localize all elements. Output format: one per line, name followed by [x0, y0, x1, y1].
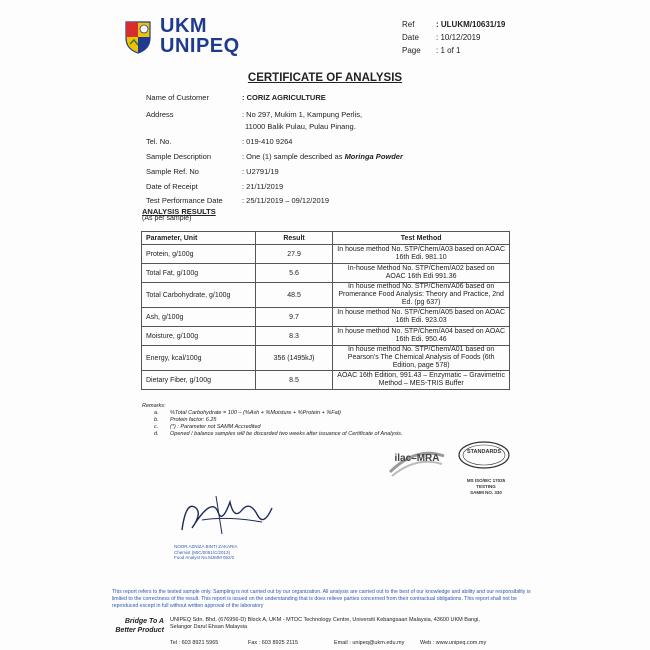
- receipt-label: Date of Receipt: [146, 182, 198, 191]
- description-label: Sample Description: [146, 152, 212, 161]
- row-parameter: Dietary Fiber, g/100g: [142, 371, 256, 390]
- row-method: In house method No. STP/Chem/A06 based on Promerance Food Analysis: Theory and Practice, 2nd Ed. (pg 637): [333, 283, 510, 308]
- samm-no-line: SAMM NO. 330: [470, 490, 502, 495]
- sample-ref-label: Sample Ref. No: [146, 167, 199, 176]
- results-table: [141, 231, 510, 390]
- date-value: : 10/12/2019: [436, 33, 481, 42]
- analysis-results-heading: ANALYSIS RESULTS: [142, 207, 216, 216]
- page-value: : 1 of 1: [436, 46, 461, 55]
- table-row: [142, 327, 510, 346]
- customer-value: : CORIZ AGRICULTURE: [242, 93, 326, 102]
- address-line2: 11000 Balik Pulau, Pulau Pinang.: [245, 122, 356, 131]
- remarks: [142, 403, 402, 438]
- header-method: Test Method: [333, 232, 510, 245]
- ms-iso-block: [452, 478, 520, 496]
- header-result: Result: [255, 232, 333, 245]
- address-line-1: UNIPEQ Sdn. Bhd. (676956-D) Block A, UKM - MTDC Technology Centre, Universiti Kebangsaan Malaysia, 43600 UKM Bangi,: [170, 617, 480, 623]
- contact-line: [170, 640, 486, 646]
- footer-email: Email : unipeq@ukm.edu.my: [334, 640, 405, 646]
- sample-name: Moringa Powder: [344, 152, 403, 161]
- address-label: Address: [146, 110, 174, 119]
- ref-value: : ULUKM/10631/19: [436, 20, 506, 29]
- standards-text: STANDARDS: [466, 449, 502, 455]
- row-method: In house method No. STP/Chem/A05 based on AOAC 16th Edi. 923.03: [333, 308, 510, 327]
- table-header-row: [142, 232, 510, 245]
- row-parameter: Ash, g/100g: [142, 308, 256, 327]
- ilac-mra-logo: [386, 442, 448, 482]
- tel-value: : 019-410 9264: [242, 137, 293, 146]
- row-result: 27.9: [255, 245, 333, 264]
- remark-text: Protein factor: 6.25: [170, 417, 217, 423]
- company-address: [170, 617, 480, 631]
- date-label: Date: [402, 33, 419, 42]
- signatory-block: [174, 544, 238, 561]
- row-method: In house method No. STP/Chem/A01 based on Pearson's The Chemical Analysis of Foods (6th Edition, page 578): [333, 346, 510, 371]
- standards-malaysia-mark: [457, 440, 511, 470]
- tagline-line1: Bridge To A: [124, 618, 164, 625]
- remark-text: %Total Carbohydrate = 100 – (%Ash + %Moisture + %Protein + %Fat): [170, 410, 341, 416]
- remarks-heading: Remarks:: [142, 403, 166, 409]
- standards-badge-icon: [457, 440, 511, 470]
- remark-label: d.: [154, 431, 159, 437]
- page-title: CERTIFICATE OF ANALYSIS: [247, 72, 403, 84]
- ukm-crest-icon: [124, 18, 152, 54]
- row-method: In-house Method No. STP/Chem/A02 based on AOAC 16th Edi 991.36: [333, 264, 510, 283]
- tagline-line2: Better Product: [115, 627, 164, 634]
- logo-text-ukm: UKM: [160, 15, 208, 37]
- analysis-results-note: (As per sample): [142, 215, 192, 222]
- signatory-name: NOOR AZNIZA BINTI ZAKARIA: [174, 544, 238, 549]
- row-result: 8.3: [255, 327, 333, 346]
- logo-text-unipeq: UNIPEQ: [160, 35, 240, 57]
- footer-web: Web : www.unipeq.com.my: [420, 640, 487, 646]
- description-value: : One (1) sample described as: [242, 152, 343, 161]
- address-line-2: Selangor Darul Ehsan Malaysia: [170, 624, 248, 630]
- table-row: [142, 371, 510, 390]
- tagline: [108, 617, 164, 635]
- row-parameter: Protein, g/100g: [142, 245, 256, 264]
- signatory-license: Food Analyst No.MJMM 062/2: [174, 555, 235, 560]
- signatory-title: Chemist (MIC/0051/C/2013): [174, 549, 231, 555]
- row-result: 9.7: [255, 308, 333, 327]
- row-parameter: Energy, kcal/100g: [142, 346, 256, 371]
- row-parameter: Total Carbohydrate, g/100g: [142, 283, 256, 308]
- remark-text: (*) : Parameter not SAMM Accredited: [170, 424, 261, 430]
- page-label: Page: [402, 46, 421, 55]
- performance-date-value: : 25/11/2019 – 09/12/2019: [242, 196, 330, 205]
- table-row: [142, 245, 510, 264]
- row-method: In house method No. STP/Chem/A03 based on AOAC 16th Edi. 981.10: [333, 245, 510, 264]
- receipt-value: : 21/11/2019: [242, 182, 284, 191]
- disclaimer-text: This report refers to the tested sample only. Sampling is not carried out by our organization. All analysis are carried out to the best of our knowledge and ability and our responsibility is limited to the correctness of the result. This report is issued on the understanding that is does relieve parties concerned from their contractual obligations. This report shall not be reproduced except in full without written approval of the laboratory: [112, 589, 531, 609]
- address-line1: : No 297, Mukim 1, Kampung Perlis,: [242, 110, 363, 119]
- row-result: 8.5: [255, 371, 333, 390]
- row-parameter: Moisture, g/100g: [142, 327, 256, 346]
- row-parameter: Total Fat, g/100g: [142, 264, 256, 283]
- table-row: [142, 283, 510, 308]
- customer-label: Name of Customer: [146, 93, 209, 102]
- row-result: 356 (1495kJ): [255, 346, 333, 371]
- signature: [172, 490, 282, 540]
- sample-ref-value: : U2791/19: [242, 167, 279, 176]
- table-row: [142, 308, 510, 327]
- ukm-unipeq-logo: [124, 15, 240, 60]
- reference-block: [402, 18, 505, 57]
- table-row: [142, 346, 510, 371]
- remark-label: c.: [154, 424, 159, 430]
- row-result: 48.5: [255, 283, 333, 308]
- ms-iso-line: MS ISO/IEC 17025: [466, 478, 506, 483]
- table-row: [142, 264, 510, 283]
- ilac-mra-text: ilac–MRA: [394, 453, 440, 464]
- tel-label: Tel. No.: [146, 137, 172, 146]
- remark-label: b.: [154, 417, 159, 423]
- remark-text: Opened / balance samples will be discarded two weeks after issuance of Certificate of Analysis.: [170, 431, 403, 437]
- footer-tel: Tel : 603 8921 5965: [170, 640, 219, 646]
- remark-label: a.: [154, 410, 159, 416]
- footer-fax: Fax : 603 8925 2115: [248, 640, 299, 646]
- testing-line: TESTING: [476, 484, 496, 489]
- performance-date-label: Test Performance Date: [146, 196, 223, 205]
- ref-label: Ref: [402, 20, 415, 29]
- row-result: 5.6: [255, 264, 333, 283]
- row-method: AOAC 16th Edition, 991.43 – Enzymatic – Gravimetric Method – MES-TRIS Buffer: [333, 371, 510, 390]
- row-method: In house method No. STP/Chem/A04 based on AOAC 16th Edi. 950.46: [333, 327, 510, 346]
- header-parameter: Parameter, Unit: [142, 232, 256, 245]
